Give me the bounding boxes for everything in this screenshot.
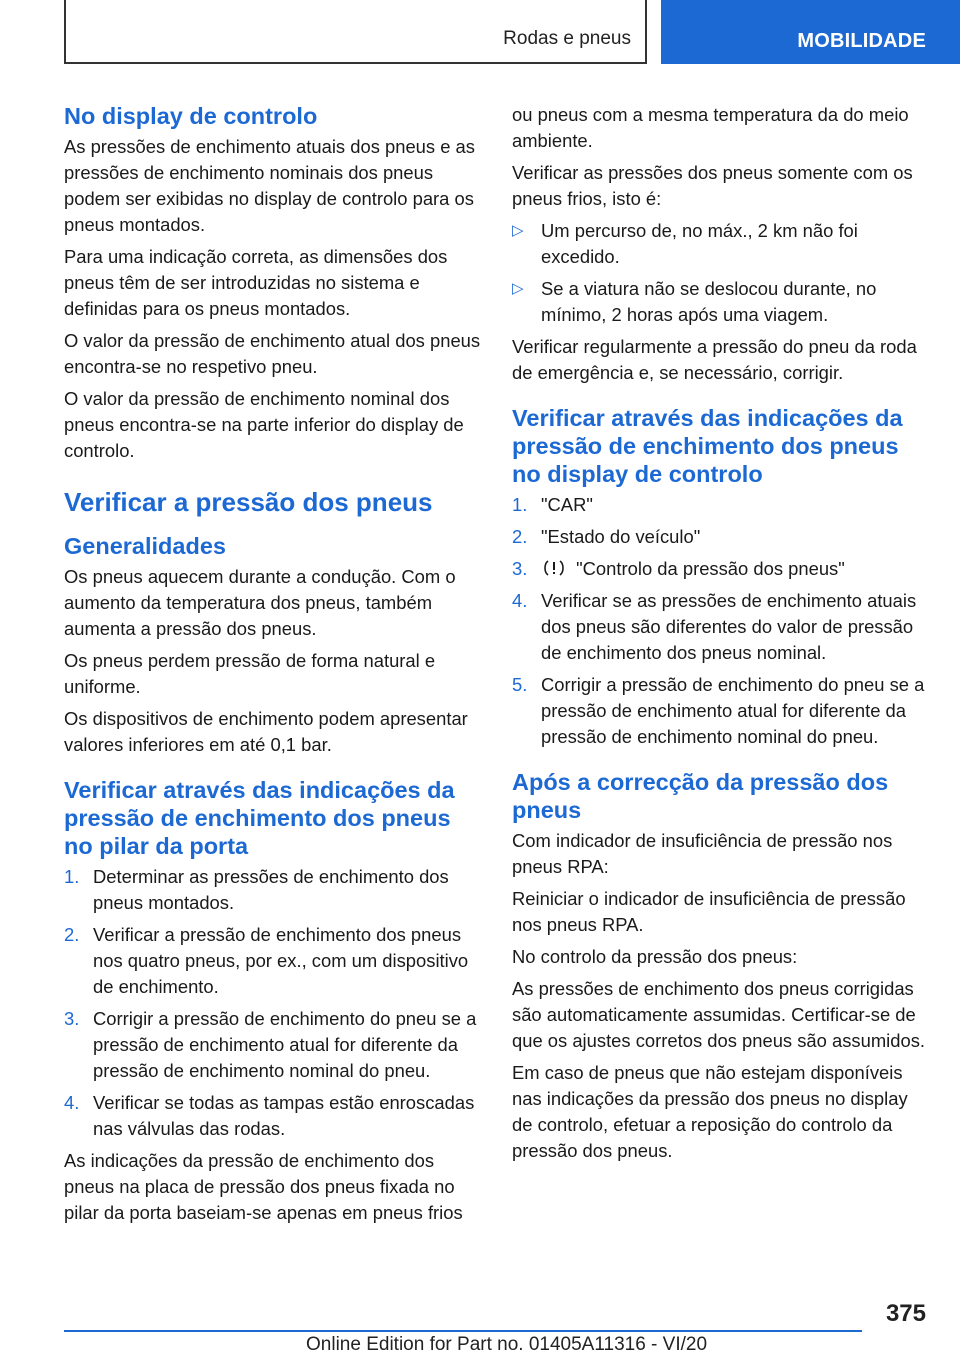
step-text: Verificar a pressão de enchimento dos pneus nos quatro pneus, por ex., com um dispositivo de enchimento. [93, 924, 469, 997]
steps-list [64, 864, 482, 1142]
step-number: 3. [64, 1008, 80, 1029]
bullet-text: Um percurso de, no máx., 2 km não foi excedido. [541, 220, 858, 267]
heading-check-pressure: Verificar a pressão dos pneus [64, 487, 433, 517]
paragraph: No controlo da pressão dos pneus: [512, 946, 798, 967]
list-item [512, 524, 930, 550]
step-number: 1. [64, 866, 80, 887]
step-text: Corrigir a pressão de enchimento do pneu se a pressão de enchimento atual for diferente da pressão de enchimento nominal do pneu. [93, 1008, 477, 1081]
step-number: 2. [512, 526, 528, 547]
step-text: Corrigir a pressão de enchimento do pneu se a pressão de enchimento atual for diferente da pressão de enchimento nominal do pneu. [541, 674, 925, 747]
list-item [512, 672, 930, 750]
list-item [512, 276, 930, 328]
list-item [512, 218, 930, 270]
step-text: "CAR" [541, 494, 593, 515]
paragraph: Verificar regularmente a pressão do pneu da roda de emergência e, se necessário, corrigir. [512, 336, 917, 383]
steps-list [512, 492, 930, 750]
step-number: 5. [512, 674, 528, 695]
list-item [64, 1090, 482, 1142]
step-text: Verificar se todas as tampas estão enroscadas nas válvulas das rodas. [93, 1092, 475, 1139]
step-number: 4. [512, 590, 528, 611]
paragraph: ou pneus com a mesma temperatura da do meio ambiente. [512, 104, 909, 151]
step-text: Determinar as pressões de enchimento dos pneus montados. [93, 866, 449, 913]
paragraph: O valor da pressão de enchimento atual dos pneus encontra-se no respetivo pneu. [64, 330, 481, 377]
paragraph: Com indicador de insuficiência de pressão nos pneus RPA: [512, 830, 893, 877]
left-column [64, 102, 482, 1232]
step-text: "Estado do veículo" [541, 526, 701, 547]
triangle-bullet-icon: ▷ [512, 280, 524, 297]
heading-control-display: Verificar através das indicações da pressão de enchimento dos pneus no display de controlo [512, 405, 903, 487]
paragraph: As indicações da pressão de enchimento dos pneus na placa de pressão dos pneus fixada no pilar da porta baseiam-se apenas em pneus frios [64, 1150, 463, 1223]
heading-door-pillar: Verificar através das indicações da pressão de enchimento dos pneus no pilar da porta [64, 777, 455, 859]
step-number: 1. [512, 494, 528, 515]
step-text: Verificar se as pressões de enchimento atuais dos pneus são diferentes do valor de pressão de enchimento dos pneus nominal. [541, 590, 917, 663]
footer-edition: Online Edition for Part no. 01405A11316 - VI/20 [306, 1334, 708, 1355]
list-item [64, 864, 482, 916]
bullet-list [512, 218, 930, 328]
paragraph: Os pneus aquecem durante a condução. Com o aumento da temperatura dos pneus, também aumenta a pressão dos pneus. [64, 566, 456, 639]
paragraph: Para uma indicação correta, as dimensões dos pneus têm de ser introduzidas no sistema e definidas para os pneus montados. [64, 246, 448, 319]
paragraph: Os dispositivos de enchimento podem apresentar valores inferiores em até 0,1 bar. [64, 708, 468, 755]
bullet-text: Se a viatura não se deslocou durante, no mínimo, 2 horas após uma viagem. [541, 278, 877, 325]
footer-divider [64, 1330, 862, 1332]
paragraph: As pressões de enchimento dos pneus corrigidas são automaticamente assumidas. Certificar-se de que os ajustes corretos dos pneus são assumidos. [512, 978, 925, 1051]
paragraph: O valor da pressão de enchimento nominal dos pneus encontra-se na parte inferior do display de controlo. [64, 388, 464, 461]
header-section-title: Rodas e pneus [503, 28, 631, 49]
heading-display: No display de controlo [64, 103, 318, 129]
header-chapter-tab [661, 0, 960, 64]
heading-generalities: Generalidades [64, 533, 226, 559]
paragraph: Verificar as pressões dos pneus somente com os pneus frios, isto é: [512, 162, 913, 209]
tire-pressure-warning-icon [543, 558, 565, 576]
list-item [512, 588, 930, 666]
step-number: 3. [512, 558, 528, 579]
page-number: 375 [885, 1300, 926, 1327]
step-number: 2. [64, 924, 80, 945]
list-item [512, 492, 930, 518]
right-column [512, 102, 930, 1170]
triangle-bullet-icon: ▷ [512, 222, 524, 239]
list-item [512, 556, 930, 582]
list-item [64, 1006, 482, 1084]
paragraph: Os pneus perdem pressão de forma natural e uniforme. [64, 650, 436, 697]
paragraph: Em caso de pneus que não estejam disponíveis nas indicações da pressão dos pneus no display de controlo, efetuar a reposição do controlo da pressão dos pneus. [512, 1062, 908, 1161]
step-number: 4. [64, 1092, 80, 1113]
header-chapter-title: MOBILIDADE [797, 30, 926, 52]
paragraph: As pressões de enchimento atuais dos pneus e as pressões de enchimento nominais dos pneus podem ser exibidas no display de controlo para os pneus montados. [64, 136, 475, 235]
header-section-box [64, 0, 647, 64]
list-item [64, 922, 482, 1000]
step-text: "Controlo da pressão dos pneus" [576, 558, 845, 579]
heading-after-correction: Após a correcção da pressão dos pneus [512, 769, 889, 823]
paragraph: Reiniciar o indicador de insuficiência de pressão nos pneus RPA. [512, 888, 906, 935]
